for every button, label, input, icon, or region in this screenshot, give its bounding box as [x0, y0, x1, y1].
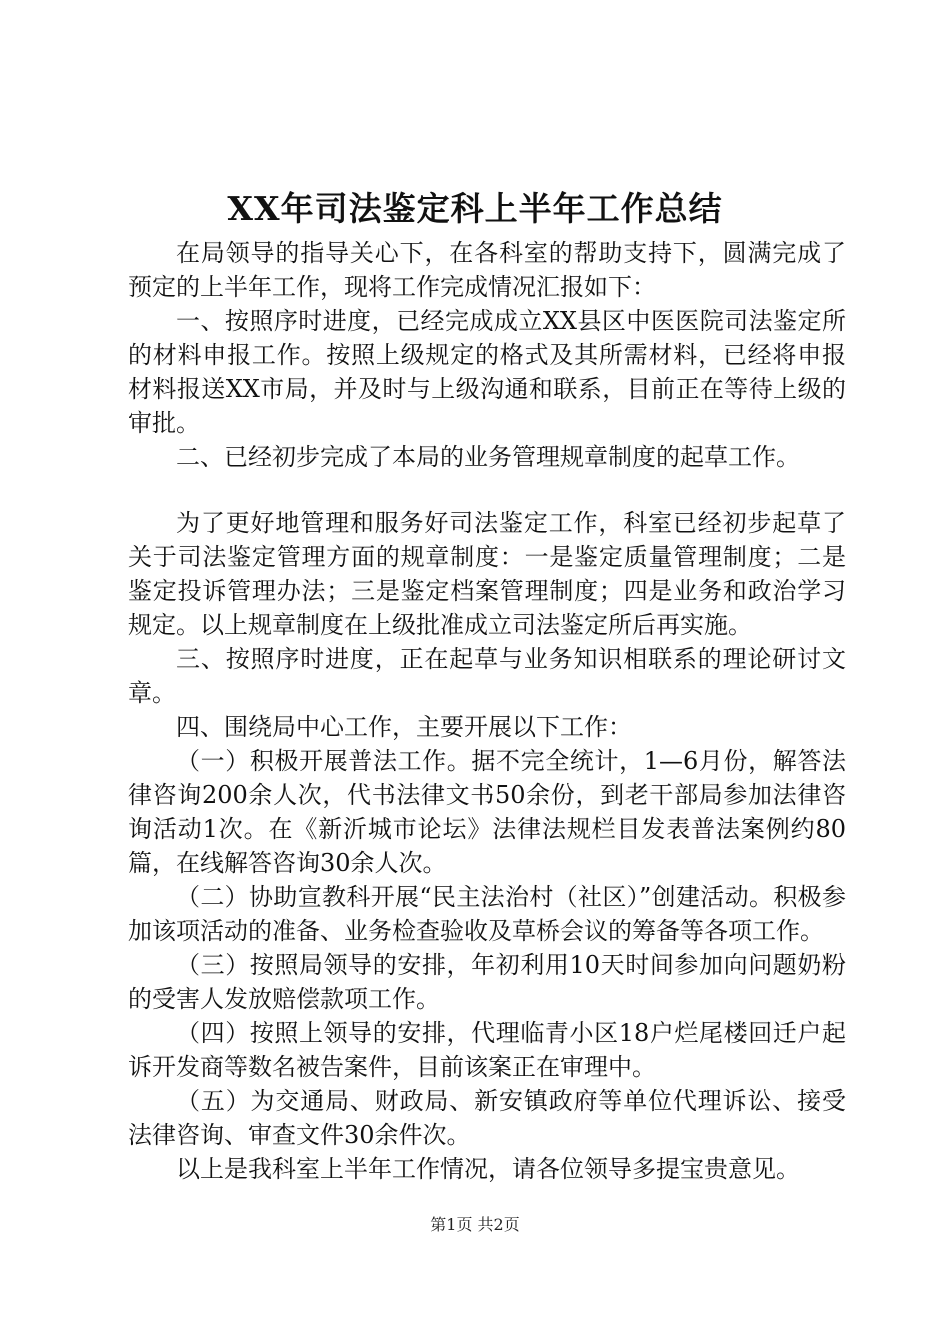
paragraph-sub-4: （四）按照上领导的安排，代理临青小区18户烂尾楼回迁户起诉开发商等数名被告案件，目前该案正在审理中。	[128, 1019, 846, 1081]
paragraph-sub-1: （一）积极开展普法工作。据不完全统计，1—6月份，解答法律咨询200余人次，代书法律文书50余份，到老干部局参加法律咨询活动1次。在《新沂城市论坛》法律法规栏目发表普法案例约80篇，在线解答咨询30余人次。	[128, 747, 846, 877]
paragraph-closing: 以上是我科室上半年工作情况，请各位领导多提宝贵意见。	[176, 1155, 800, 1183]
paragraph-regulations: 为了更好地管理和服务好司法鉴定工作，科室已经初步起草了关于司法鉴定管理方面的规章制度：一是鉴定质量管理制度；二是鉴定投诉管理办法；三是鉴定档案管理制度；四是业务和政治学习规定。以上规章制度在上级批准成立司法鉴定所后再实施。	[128, 509, 846, 639]
document-body	[128, 236, 846, 1186]
paragraph-item-1: 一、按照序时进度，已经完成成立XX县区中医医院司法鉴定所的材料申报工作。按照上级规定的格式及其所需材料，已经将申报材料报送XX市局，并及时与上级沟通和联系，目前正在等待上级的审批。	[128, 307, 846, 437]
page-footer: 第1页 共2页	[430, 1215, 520, 1234]
document-title: XX年司法鉴定科上半年工作总结	[227, 189, 723, 228]
paragraph-item-2: 二、已经初步完成了本局的业务管理规章制度的起草工作。	[176, 443, 800, 471]
paragraph-sub-2: （二）协助宣教科开展“民主法治村（社区）”创建活动。积极参加该项活动的准备、业务检查验收及草桥会议的筹备等各项工作。	[128, 883, 846, 945]
paragraph-item-3: 三、按照序时进度，正在起草与业务知识相联系的理论研讨文章。	[128, 645, 846, 707]
paragraph-sub-3: （三）按照局领导的安排，年初利用10天时间参加向问题奶粉的受害人发放赔偿款项工作。	[128, 951, 846, 1013]
paragraph-item-4: 四、围绕局中心工作，主要开展以下工作：	[176, 713, 632, 741]
paragraph-intro: 在局领导的指导关心下，在各科室的帮助支持下，圆满完成了预定的上半年工作，现将工作完成情况汇报如下：	[128, 239, 846, 301]
paragraph-sub-5: （五）为交通局、财政局、新安镇政府等单位代理诉讼、接受法律咨询、审查文件30余件次。	[128, 1087, 846, 1149]
